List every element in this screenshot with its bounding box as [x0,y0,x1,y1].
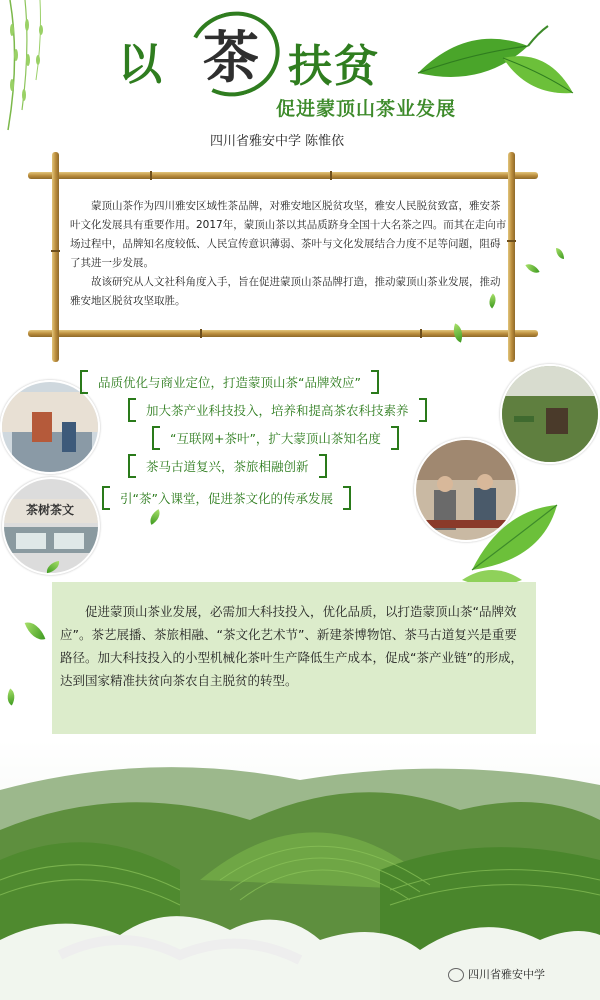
title-part3: 扶贫 [288,41,380,92]
point-text: 品质优化与商业定位，打造蒙顶山茶“品牌效应” [98,375,361,390]
leaf-icon [556,248,564,259]
title-part1: 以 [118,39,164,90]
intro-text [70,197,510,311]
big-leaf-icon [462,500,562,590]
footer-text: 四川省雅安中学 [468,968,545,981]
intro-paragraph-1: 蒙顶山茶作为四川雅安区域性茶品牌，对雅安地区脱贫攻坚，雅安人民脱贫致富，雅安茶叶文化发展具有重要作用。2017年，蒙顶山茶以其品质跻身全国十大名茶之四。而其在走向市场过程中，品牌知名度较低、人民宣传意识薄弱、茶叶与文化发展结合力度不足等问题，阻碍了其进一步发展。 [70,200,507,269]
leaf-icon [525,261,539,277]
summary-text [60,600,528,692]
point-item [128,398,427,422]
leaf-icon [25,618,46,643]
bamboo-node [150,171,152,180]
point-text: “互联网+茶叶”，扩大蒙顶山茶知名度 [170,431,381,446]
bamboo-node [200,329,202,338]
point-text: 引“茶”入课堂，促进茶文化的传承发展 [120,491,333,506]
bamboo-node [330,171,332,180]
point-text: 加大茶产业科技投入，培养和提高茶农科技素养 [146,403,409,418]
bamboo-frame-top [28,172,538,179]
tea-garden-photo [500,364,600,464]
willow-decoration [0,0,60,140]
wechat-icon [448,968,464,982]
point-item [128,454,327,478]
subtitle: 促进蒙顶山茶业发展 [276,98,457,120]
market-photo [0,380,100,474]
bamboo-node [420,329,422,338]
author-line: 四川省雅安中学 陈惟依 [210,134,345,149]
point-item [80,370,379,394]
point-text: 茶马古道复兴，茶旅相融创新 [146,459,309,474]
bamboo-node [51,250,60,252]
tea-mountain-landscape [0,740,600,1000]
intro-paragraph-2: 故该研究从人文社科角度入手，旨在促进蒙顶山茶品牌打造，推动蒙顶山茶业发展，推动雅安地区脱贫攻坚取胜。 [70,276,501,307]
leaf-icon [3,688,19,705]
leaf-icon [146,509,163,525]
tea-shop-sign: 茶树茶文 [26,503,75,517]
tea-shop-photo [2,477,100,575]
summary-paragraph: 促进蒙顶山茶业发展，必需加大科技投入，优化品质，以打造蒙顶山茶“品牌效应”。茶艺展播、茶旅相融、“茶文化艺术节”、新建茶博物馆、茶马古道复兴是重要路径。加大科技投入的小型机械化茶叶生产降低生产成本，促成“茶产业链”的形成，达到国家精准扶贫向茶农自主脱贫的转型。 [60,604,523,688]
point-item [152,426,399,450]
footer-credit [448,966,545,982]
bamboo-frame-left [52,152,59,362]
point-item [102,486,351,510]
title-part2: 茶 [203,25,259,91]
